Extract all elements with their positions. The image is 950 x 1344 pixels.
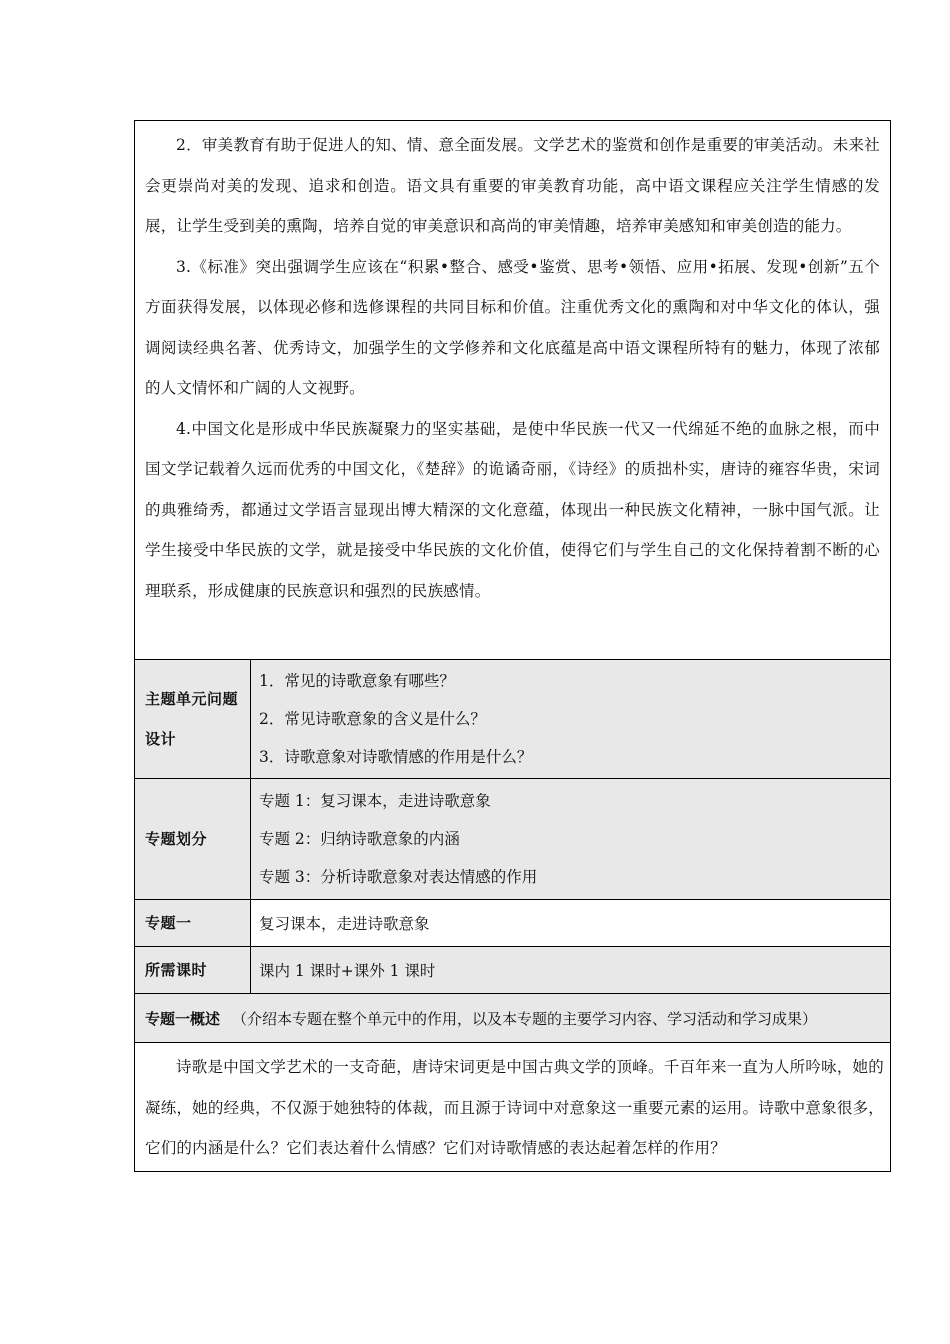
overview-description: （介绍本专题在整个单元中的作用，以及本专题的主要学习内容、学习活动和学习成果）	[232, 1009, 818, 1028]
hours-label: 所需课时	[135, 947, 251, 994]
topic-one-row	[135, 900, 891, 947]
hours-value: 课内 1 课时+课外 1 课时	[251, 947, 891, 994]
intro-paragraph-4: 4.中国文化是形成中华民族凝聚力的坚实基础，是使中华民族一代又一代绵延不绝的血脉之根，而中国文学记载着久远而优秀的中国文化，《楚辞》的诡谲奇丽，《诗经》的质拙朴实，唐诗的雍容华贵，宋词的典雅绮秀，都通过文学语言显现出博大精深的文化意蕴，体现出一种民族文化精神，一脉中国气派。让学生接受中华民族的文学，就是接受中华民族的文化价值，使得它们与学生自己的文化保持着割不断的心理联系，形成健康的民族意识和强烈的民族感情。	[145, 419, 880, 600]
topic-item: 专题 3：分析诗歌意象对表达情感的作用	[259, 868, 538, 886]
overview-label: 专题一概述	[145, 1009, 221, 1028]
topic-item: 专题 1：复习课本，走进诗歌意象	[259, 792, 491, 810]
questions-row	[135, 660, 891, 779]
overview-text-cell	[135, 1043, 891, 1172]
overview-cell	[135, 994, 891, 1043]
intro-row	[135, 121, 891, 660]
lesson-plan-table	[134, 120, 891, 1172]
overview-paragraph: 诗歌是中国文学艺术的一支奇葩，唐诗宋词更是中国古典文学的顶峰。千百年来一直为人所吟咏，她的凝练，她的经典，不仅源于她独特的体裁，而且源于诗词中对意象这一重要元素的运用。诗歌中意象很多，它们的内涵是什么？它们表达着什么情感？它们对诗歌情感的表达起着怎样的作用？	[145, 1058, 884, 1157]
topic-one-label: 专题一	[135, 900, 251, 947]
questions-label: 主题单元问题设计	[135, 660, 251, 779]
topic-one-value: 复习课本，走进诗歌意象	[251, 900, 891, 947]
overview-text-row	[135, 1043, 891, 1172]
topics-label: 专题划分	[135, 779, 251, 900]
intro-paragraph-3: 3.《标准》突出强调学生应该在“积累•整合、感受•鉴赏、思考•领悟、应用•拓展、发现•创新”五个方面获得发展，以体现必修和选修课程的共同目标和价值。注重优秀文化的熏陶和对中华文化的体认，强调阅读经典名著、优秀诗文，加强学生的文学修养和文化底蕴是高中语文课程所特有的魅力，体现了浓郁的人文情怀和广阔的人文视野。	[145, 257, 880, 397]
topics-cell	[251, 779, 891, 900]
hours-row	[135, 947, 891, 994]
question-item: 2．常见诗歌意象的含义是什么？	[259, 710, 486, 728]
intro-paragraph-2: 2．审美教育有助于促进人的知、情、意全面发展。文学艺术的鉴赏和创作是重要的审美活动。未来社会更崇尚对美的发现、追求和创造。语文具有重要的审美教育功能，高中语文课程应关注学生情感的发展，让学生受到美的熏陶，培养自觉的审美意识和高尚的审美情趣，培养审美感知和审美创造的能力。	[145, 136, 880, 235]
intro-cell	[135, 121, 891, 660]
topics-row	[135, 779, 891, 900]
questions-cell	[251, 660, 891, 779]
question-item: 3．诗歌意象对诗歌情感的作用是什么？	[259, 748, 533, 766]
question-item: 1．常见的诗歌意象有哪些？	[259, 672, 455, 690]
topic-item: 专题 2：归纳诗歌意象的内涵	[259, 830, 460, 848]
overview-row	[135, 994, 891, 1043]
